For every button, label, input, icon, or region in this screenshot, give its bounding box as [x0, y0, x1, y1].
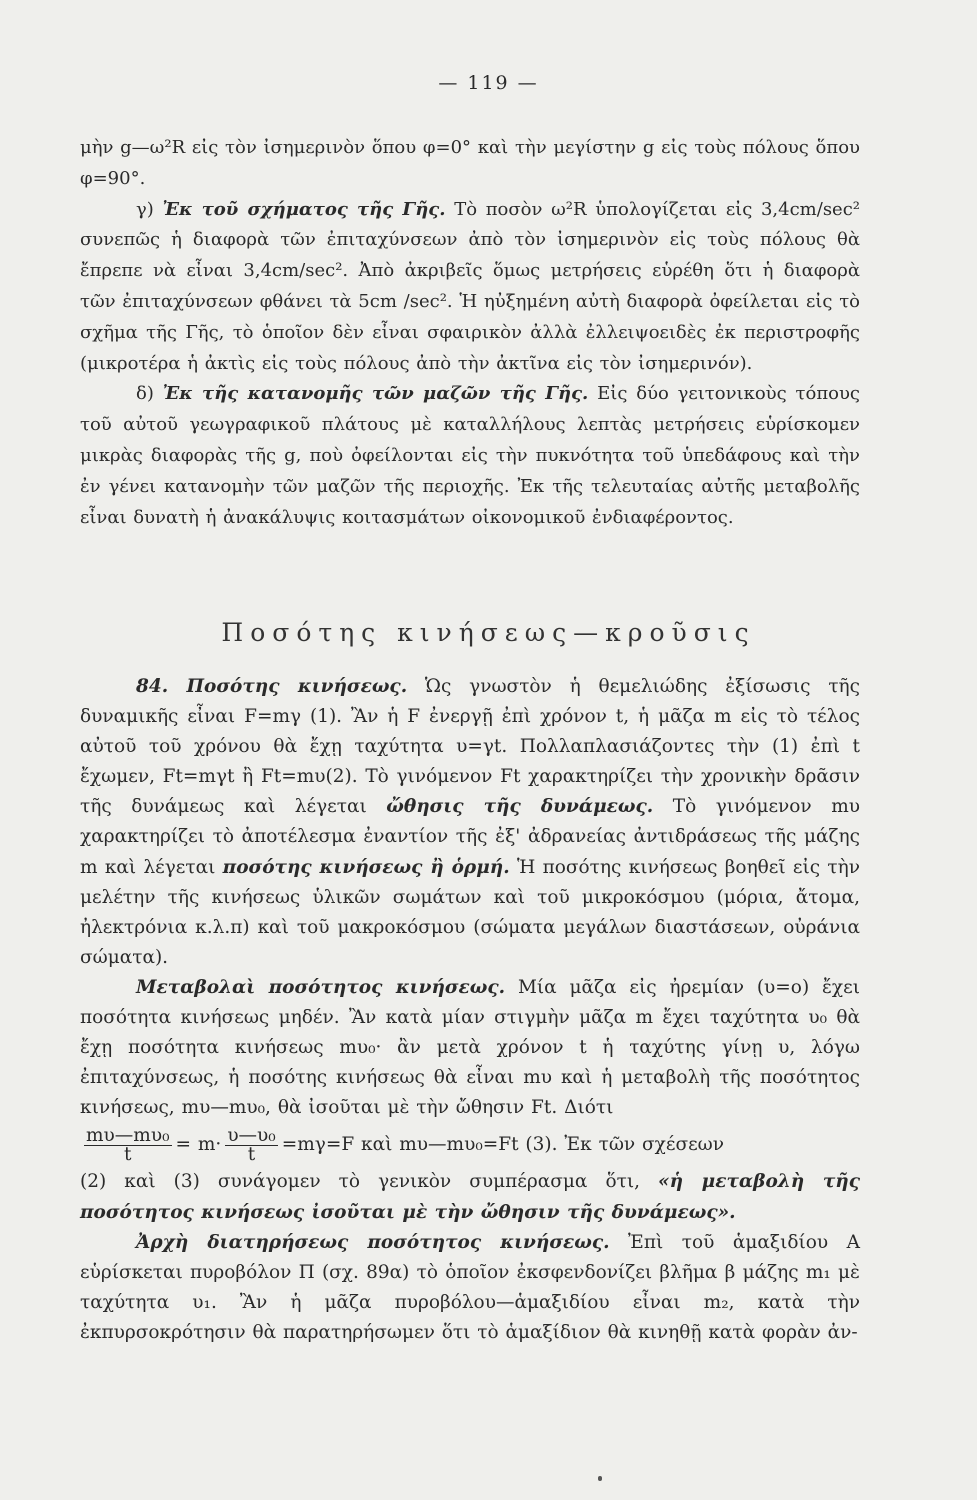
text-block-bottom — [80, 672, 860, 1348]
paragraph-delta — [80, 379, 860, 533]
fraction — [225, 1124, 277, 1165]
fraction-numerator: υ—υ₀ — [227, 1124, 276, 1146]
paragraph-gamma — [80, 195, 860, 380]
fraction — [84, 1124, 172, 1165]
equation-line — [80, 1123, 860, 1167]
paragraph-heading: Ἐκ τῆς κατανομῆς τῶν μαζῶν τῆς Γῆς. — [162, 383, 589, 405]
paragraph-text: Τὸ γινόμενον mυ χαρακτηρίζει τὸ ἀποτέλεσμα ἐναντίον τῆς ἐξ' ἀδρανείας ἀντιδράσεως τῆς μάζης m καὶ λέγεται — [80, 796, 860, 878]
fraction-denominator: t — [124, 1143, 132, 1165]
fraction-denominator: t — [247, 1143, 256, 1165]
paragraph-metavolai — [80, 973, 860, 1123]
ink-speck — [598, 1476, 602, 1481]
paragraph-arch — [80, 1228, 860, 1348]
paragraph-heading: Μεταβολαὶ ποσότητος κινήσεως. — [136, 976, 506, 998]
paragraph-text: (2) καὶ (3) συνάγομεν τὸ γενικὸν συμπέρασμα ὅτι, — [80, 1171, 659, 1193]
emphasis-text: «ἡ μεταβολὴ τῆς ποσότητος κινήσεως ἰσοῦται μὲ τὴν ὤθησιν τῆς δυνάμεως». — [80, 1171, 860, 1223]
paragraph-text: Ἡ ποσότης κινήσεως βοηθεῖ εἰς τὴν μελέτην τῆς κινήσεως ὑλικῶν σωμάτων καὶ τοῦ μικροκόσμου (μόρια, ἄτομα, ἠλεκτρόνια κ.λ.π) καὶ τοῦ μακροκόσμου (σώματα μεγάλων διαστάσεων, οὐράνια σώματα). — [80, 856, 860, 968]
paragraph-heading: Ἀρχὴ διατηρήσεως ποσότητος κινήσεως. — [136, 1231, 610, 1253]
paragraph-text: Τὸ ποσὸν ω²R ὑπολογίζεται εἰς 3,4cm/sec² συνεπῶς ἡ διαφορὰ τῶν ἐπιταχύνσεων ἀπὸ τὸν ἰσημερινὸν εἰς τοὺς πόλους θὰ ἔπρεπε νὰ εἶναι 3,4cm/sec². Ἀπὸ ἀκριβεῖς ὅμως μετρήσεις εὑρέθη ὅτι ἡ διαφορὰ τῶν ἐπιταχύνσεων φθάνει τὰ 5cm /sec². Ἡ ηὐξημένη αὐτὴ διαφορὰ ὀφείλεται εἰς τὸ σχῆμα τῆς Γῆς, τὸ ὁποῖον δὲν εἶναι σφαιρικὸν ἀλλὰ ἐλλειψοειδὲς ἐκ περιστροφῆς (μικροτέρα ἡ ἀκτὶς εἰς τοὺς πόλους ἀπὸ τὴν ἀκτῖνα εἰς τὸν ἰσημερινόν). — [80, 198, 860, 374]
equation-text: = m· — [175, 1134, 222, 1156]
emphasis-text: ὤθησις τῆς δυνάμεως. — [386, 796, 654, 818]
text-block-top — [80, 133, 860, 533]
paragraph-text: Ὡς γνωστὸν ἡ θεμελιώδης ἐξίσωσις τῆς δυναμικῆς εἶναι F=mγ (1). Ἂν ἡ F ἐνεργῇ ἐπὶ χρόνον t, ἡ μᾶζα m εἰς τὸ τέλος αὐτοῦ τοῦ χρόνου θὰ ἔχῃ ταχύτητα υ=γt. Πολλαπλασιάζοντες τὴν (1) ἐπὶ t ἔχωμεν, Ft=mγt ἢ Ft=mυ(2). Τὸ γινόμενον Ft χαρακτηρίζει τὴν χρονικὴν δρᾶσιν τῆς δυνάμεως καὶ λέγεται — [80, 676, 860, 818]
paragraph-heading: Ἐκ τοῦ σχήματος τῆς Γῆς. — [162, 198, 446, 220]
paragraph-label: γ) — [136, 198, 163, 220]
paragraph-84 — [80, 672, 860, 973]
paragraph-text: Μία μᾶζα εἰς ἠρεμίαν (υ=ο) ἔχει ποσότητα κινήσεως μηδέν. Ἂν κατὰ μίαν στιγμὴν μᾶζα m ἔχει ταχύτητα υ₀ θὰ ἔχῃ ποσότητα κινήσεως mυ₀· ἂν μετὰ χρόνον t ἡ ταχύτης γίνῃ υ, λόγω ἐπιταχύνσεως, ἡ ποσότης κινήσεως θὰ εἶναι mυ καὶ ἡ μεταβολὴ τῆς ποσότητος κινήσεως, mυ—mυ₀, θὰ ἰσοῦται μὲ τὴν ὤθησιν Ft. Διότι — [80, 976, 860, 1119]
page-number: — 119 — — [438, 72, 539, 94]
fraction-numerator: mυ—mυ₀ — [86, 1124, 170, 1146]
paragraph-heading: Ποσότης κινήσεως. — [186, 676, 408, 697]
paragraph-conclusion — [80, 1167, 860, 1227]
paragraph-text: Ἐπὶ τοῦ ἁμαξιδίου Α εὑρίσκεται πυροβόλον Π (σχ. 89α) τὸ ὁποῖον ἐκσφενδονίζει βλῆμα β μάζης m₁ μὲ ταχύτητα υ₁. Ἂν ἡ μᾶζα πυροβόλου—ἁμαξιδίου εἶναι m₂, κατὰ τὴν ἐκπυρσοκρότησιν θὰ παρατηρήσωμεν ὅτι τὸ ἁμαξίδιον θὰ κινηθῇ κατὰ φορὰν ἀν- — [80, 1231, 860, 1343]
equation-text: =mγ=F καὶ mυ—mυ₀=Ft (3). Ἐκ τῶν σχέσεων — [281, 1134, 724, 1156]
section-heading: Ποσότης κινήσεως—κροῦσις — [221, 618, 756, 647]
emphasis-text: ποσότης κινήσεως ἢ ὁρμή. — [222, 856, 510, 878]
section-number: 84. — [136, 676, 187, 697]
paragraph-continuation: μὴν g—ω²R εἰς τὸν ἰσημερινὸν ὅπου φ=0° καὶ τὴν μεγίστην g εἰς τοὺς πόλους ὅπου φ=90°. — [80, 137, 860, 189]
paragraph-label: δ) — [136, 383, 163, 405]
paragraph-text: Εἰς δύο γειτονικοὺς τόπους τοῦ αὐτοῦ γεωγραφικοῦ πλάτους μὲ καταλλήλους λεπτὰς μετρήσεις εὑρίσκομεν μικρὰς διαφορὰς τῆς g, ποὺ ὀφείλονται εἰς τὴν πυκνότητα τοῦ ὑπεδάφους καὶ τὴν ἐν γένει κατανομὴν τῶν μαζῶν τῆς περιοχῆς. Ἐκ τῆς τελευταίας αὐτῆς μεταβολῆς εἶναι δυνατὴ ἡ ἀνακάλυψις κοιτασμάτων οἰκονομικοῦ ἐνδιαφέροντος. — [80, 383, 861, 528]
